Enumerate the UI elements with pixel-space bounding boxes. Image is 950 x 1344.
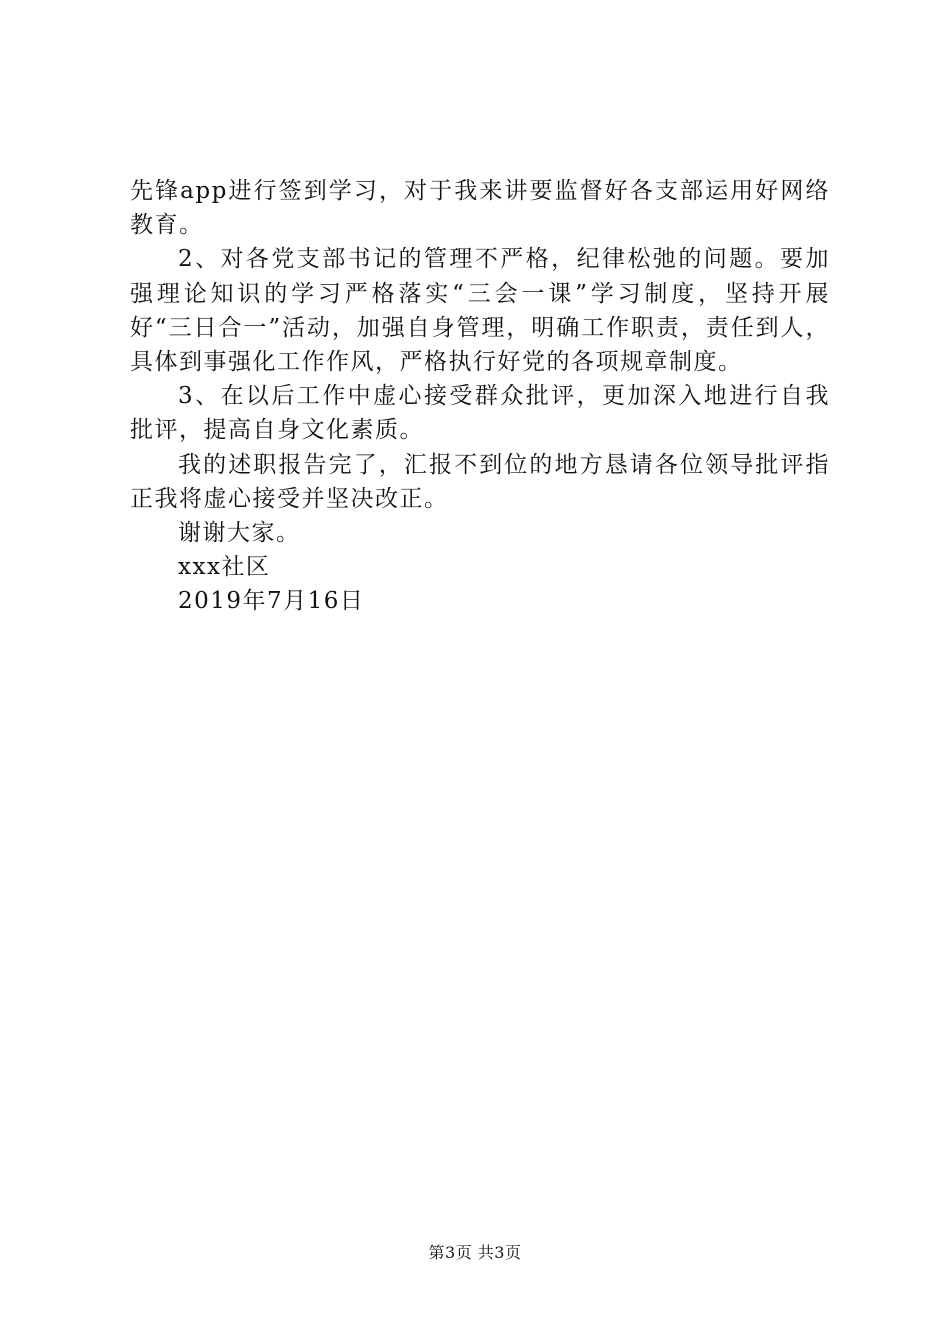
organization-signature: xxx社区 — [178, 554, 271, 581]
paragraph-continuation: 先锋app进行签到学习，对于我来讲要监督好各支部运用好网络教育。 — [130, 178, 830, 239]
document-body — [130, 174, 830, 619]
thanks-line: 谢谢大家。 — [178, 520, 301, 547]
page-footer — [0, 1241, 950, 1265]
paragraph-item-2: 2、对各党支部书记的管理不严格，纪律松弛的问题。要加强理论知识的学习严格落实“三会一课”学习制度，坚持开展好“三日合一”活动，加强自身管理，明确工作职责，责任到人，具体到事强化工作作风，严格执行好党的各项规章制度。 — [130, 246, 830, 376]
page-number: 第3页 共3页 — [428, 1243, 522, 1262]
document-date: 2019年7月16日 — [178, 588, 365, 615]
paragraph-closing: 我的述职报告完了，汇报不到位的地方恳请各位领导批评指正我将虚心接受并坚决改正。 — [130, 451, 830, 512]
paragraph-item-3: 3、在以后工作中虚心接受群众批评，更加深入地进行自我批评，提高自身文化素质。 — [130, 383, 830, 444]
